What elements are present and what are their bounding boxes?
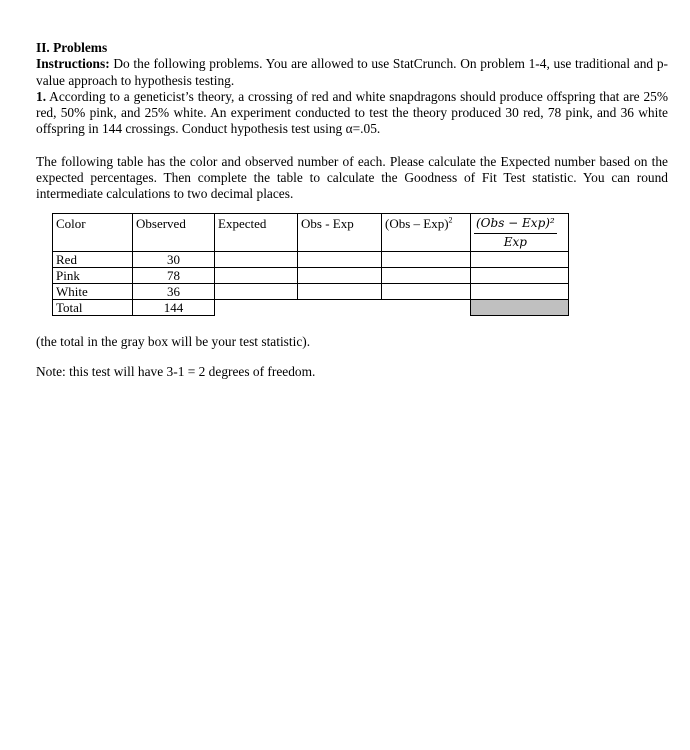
cell-squared-diff[interactable] <box>382 251 471 267</box>
cell-color: Pink <box>53 267 133 283</box>
cell-expected[interactable] <box>215 267 298 283</box>
cell-color: Total <box>53 299 133 315</box>
cell-observed: 36 <box>133 283 215 299</box>
gray-box-note: (the total in the gray box will be your test statistic). <box>36 333 311 349</box>
table-intro-paragraph: The following table has the color and observed number of each. Please calculate the Expected number based on the expected percentages. Then complete the table to calculate the Goodness of Fit Test statistic. You can round intermediate calculations to two decimal places. <box>36 153 668 202</box>
table-row-red <box>53 251 569 267</box>
problem-1-paragraph <box>36 89 668 138</box>
cell-chi-component[interactable] <box>471 267 569 283</box>
cell-obs-minus-exp[interactable] <box>298 251 382 267</box>
notes <box>36 334 668 381</box>
cell-color: White <box>53 283 133 299</box>
test-statistic-gray-box[interactable] <box>471 299 569 315</box>
chi-denominator: Exp <box>503 234 527 249</box>
cell-expected[interactable] <box>215 283 298 299</box>
header-squared-diff: (Obs – Exp)$^2$ <box>382 213 471 251</box>
cell-observed: 30 <box>133 251 215 267</box>
header-chi-component <box>471 213 569 251</box>
problem-1-number: 1. <box>36 88 47 104</box>
header-observed: Observed <box>133 213 215 251</box>
instructions-label: Instructions: <box>36 56 110 72</box>
chi-numerator: (Obs − Exp)² <box>474 216 557 234</box>
cell-color: Red <box>53 251 133 267</box>
cell-squared-diff[interactable] <box>382 283 471 299</box>
degrees-of-freedom-note: Note: this test will have 3-1 = 2 degrees of freedom. <box>36 363 316 379</box>
header-color: Color <box>53 213 133 251</box>
cell-chi-component[interactable] <box>471 251 569 267</box>
cell-expected[interactable] <box>215 251 298 267</box>
document-page <box>36 40 668 394</box>
section-title: II. Problems <box>36 40 108 55</box>
cell-squared-diff[interactable] <box>382 267 471 283</box>
instructions-text: Do the following problems. You are allowed to use StatCrunch. On problem 1-4, use traditional and p-value approach to hypothesis testing. <box>36 56 668 88</box>
table-row-white <box>53 283 569 299</box>
cell-obs-minus-exp[interactable] <box>298 283 382 299</box>
instructions-paragraph <box>36 56 668 89</box>
problem-1-text: According to a geneticist’s theory, a crossing of red and white snapdragons should produce offspring that are 25% red, 50% pink, and 25% white. An experiment conducted to test the theory produced 30 red, 78 pink, and 36 white offspring in 144 crossings. Conduct hypothesis test using α=.05. <box>36 88 668 137</box>
table-row-total <box>53 299 569 315</box>
header-obs-minus-exp: Obs - Exp <box>298 213 382 251</box>
table-header-row <box>53 213 569 251</box>
table-row-pink <box>53 267 569 283</box>
cell-chi-component[interactable] <box>471 283 569 299</box>
cell-observed: 144 <box>133 299 215 315</box>
chi-fraction <box>474 216 557 250</box>
cell-observed: 78 <box>133 267 215 283</box>
header-expected: Expected <box>215 213 298 251</box>
cell-obs-minus-exp[interactable] <box>298 267 382 283</box>
goodness-of-fit-table <box>52 213 569 316</box>
